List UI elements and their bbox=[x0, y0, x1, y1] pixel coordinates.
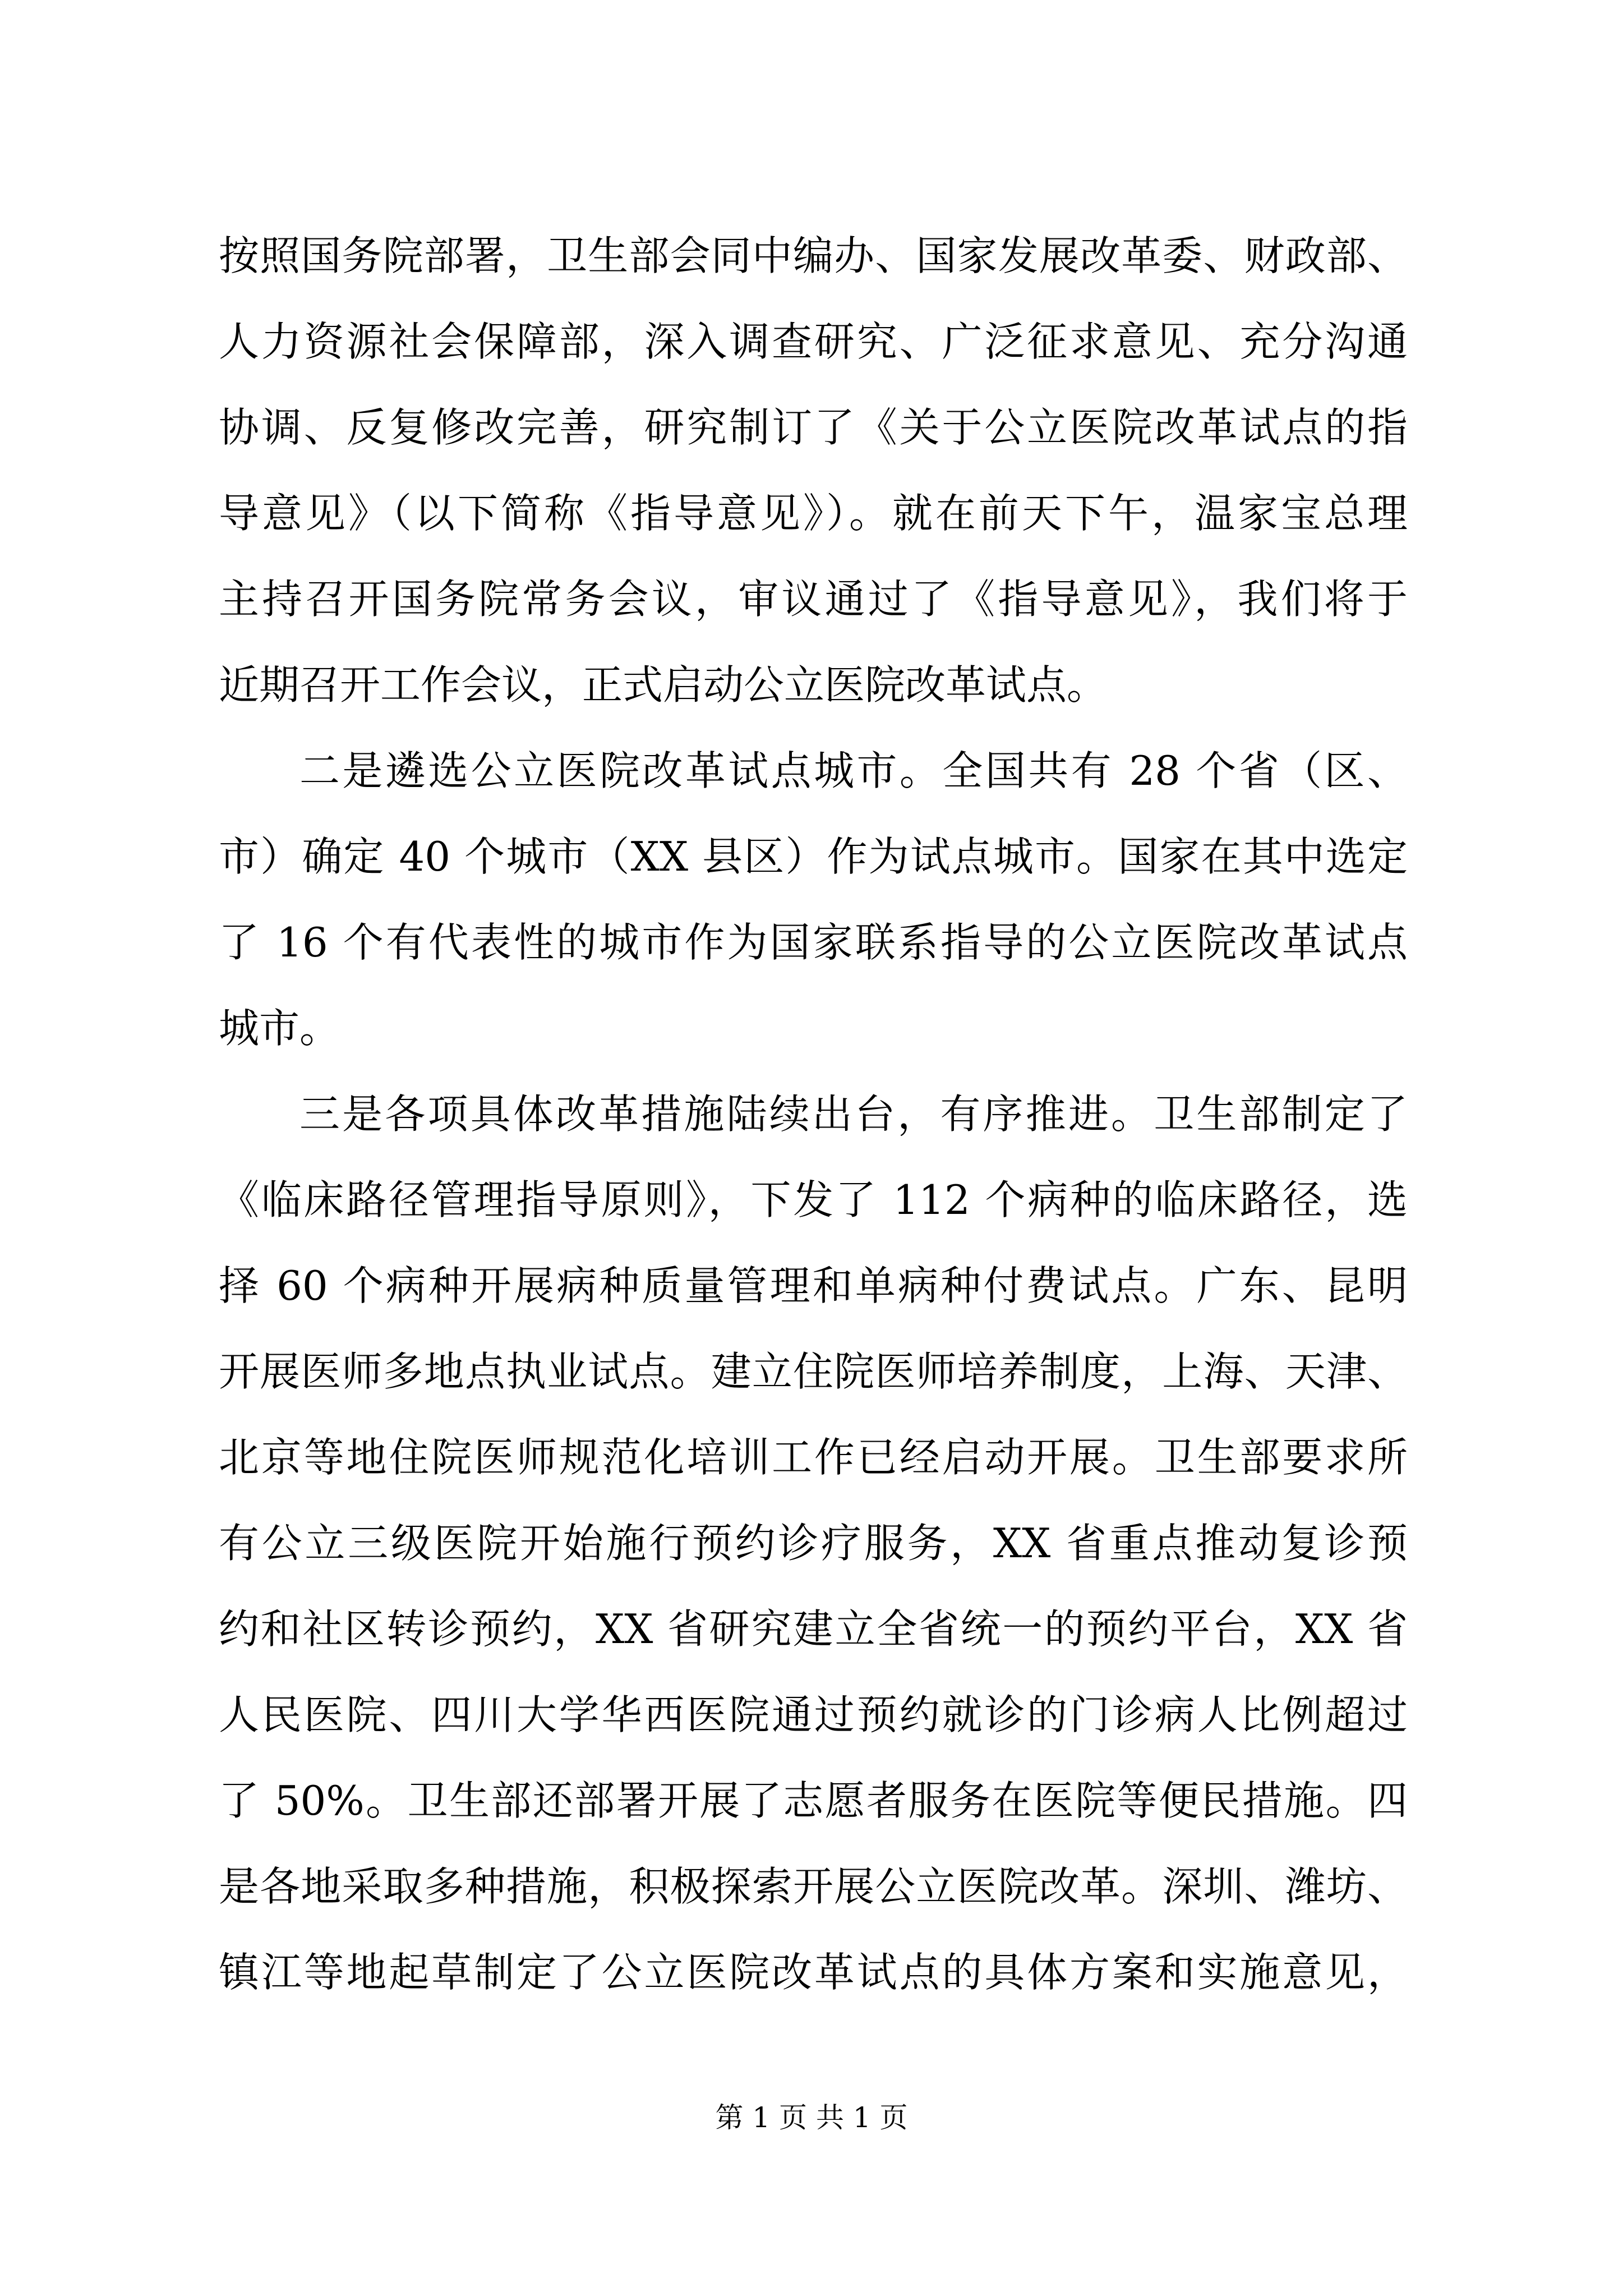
text-line: 人民医院、四川大学华西医院通过预约就诊的门诊病人比例超过 bbox=[219, 1691, 1408, 1738]
text-line: 《临床路径管理指导原则》，下发了 112 个病种的临床路径，选 bbox=[219, 1176, 1408, 1223]
text-line: 三是各项具体改革措施陆续出台，有序推进。卫生部制定了 bbox=[299, 1091, 1408, 1138]
text-line: 了 16 个有代表性的城市作为国家联系指导的公立医院改革试点 bbox=[219, 919, 1408, 966]
text-line: 有公立三级医院开始施行预约诊疗服务，XX 省重点推动复诊预 bbox=[219, 1520, 1408, 1567]
text-line: 协调、反复修改完善，研究制订了《关于公立医院改革试点的指 bbox=[219, 404, 1408, 451]
text-line: 市）确定 40 个城市（XX 县区）作为试点城市。国家在其中选定 bbox=[219, 833, 1408, 880]
text-line: 城市。 bbox=[219, 1005, 340, 1052]
text-line: 约和社区转诊预约，XX 省研究建立全省统一的预约平台，XX 省 bbox=[219, 1605, 1408, 1653]
text-line: 镇江等地起草制定了公立医院改革试点的具体方案和实施意见， bbox=[219, 1949, 1408, 1996]
text-line: 了 50%。卫生部还部署开展了志愿者服务在医院等便民措施。四 bbox=[219, 1777, 1408, 1824]
text-line: 北京等地住院医师规范化培训工作已经启动开展。卫生部要求所 bbox=[219, 1434, 1408, 1481]
text-line: 择 60 个病种开展病种质量管理和单病种付费试点。广东、昆明 bbox=[219, 1262, 1408, 1309]
text-line: 开展医师多地点执业试点。建立住院医师培养制度，上海、天津、 bbox=[219, 1348, 1408, 1395]
page-footer: 第 1 页 共 1 页 bbox=[715, 2101, 908, 2134]
text-line: 主持召开国务院常务会议，审议通过了《指导意见》，我们将于 bbox=[219, 576, 1408, 623]
text-line: 近期召开工作会议，正式启动公立医院改革试点。 bbox=[219, 661, 1108, 708]
body-text bbox=[219, 213, 1408, 2016]
text-line: 是各地采取多种措施，积极探索开展公立医院改革。深圳、潍坊、 bbox=[219, 1863, 1408, 1910]
text-line: 人力资源社会保障部，深入调查研究、广泛征求意见、充分沟通 bbox=[219, 318, 1408, 365]
text-line: 按照国务院部署，卫生部会同中编办、国家发展改革委、财政部、 bbox=[219, 232, 1408, 279]
text-line: 二是遴选公立医院改革试点城市。全国共有 28 个省（区、 bbox=[299, 747, 1408, 794]
text-line: 导意见》（以下简称《指导意见》）。就在前天下午，温家宝总理 bbox=[219, 490, 1408, 537]
